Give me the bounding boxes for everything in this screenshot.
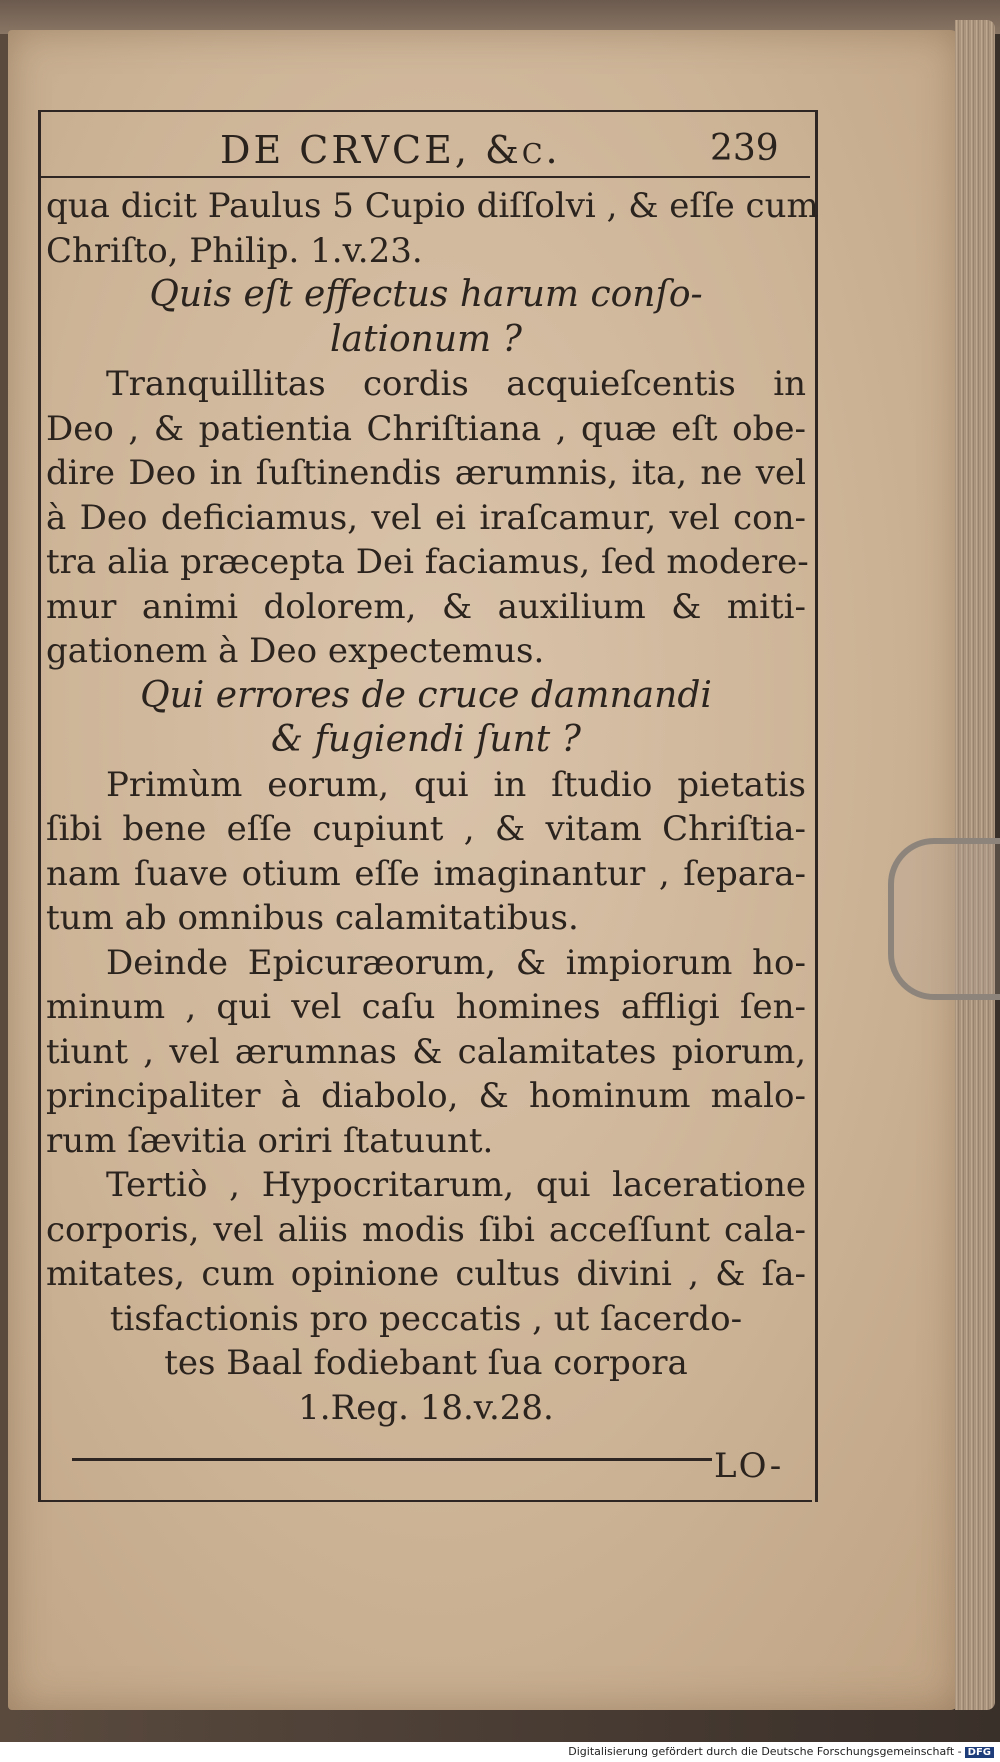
text-line: 1.Reg. 18.v.28.: [298, 1387, 554, 1428]
text-line: gationem à Deo expectemus.: [46, 631, 545, 671]
text-line: ſibi bene eſſe cupiunt , & vitam Chriſtia-: [46, 809, 806, 849]
text-line: minum , qui vel caſu homines affligi ſen-: [46, 987, 806, 1027]
book-top-edge: [0, 0, 1000, 34]
text-line: corporis, vel aliis modis ſibi acceſſunt cala-: [46, 1209, 806, 1250]
text-line: tisfactionis pro peccatis , ut ſacerdo-: [109, 1298, 743, 1339]
body-text: [46, 184, 819, 1430]
text-line: dire Deo in ſuſtinendis ærumnis, ita, ne vel: [46, 453, 806, 493]
text-line: tiunt , vel ærumnas & calamitates piorum,: [46, 1031, 806, 1072]
dfg-logo: DFG: [965, 1747, 994, 1758]
text-line: Primùm eorum, qui in ſtudio pietatis: [106, 764, 806, 805]
page-clip: [888, 838, 1000, 1000]
text-line: rum ſævitia oriri ſtatuunt.: [46, 1120, 494, 1161]
text-line: Deo , & patientia Chriſtiana , quæ eſt obe-: [46, 408, 806, 449]
footer-credit-text: Digitalisierung gefördert durch die Deutsche Forschungsgemeinschaft -: [568, 1745, 962, 1758]
text-line: Tertiò , Hypocritarum, qui laceratione: [106, 1165, 806, 1205]
page-number: 239: [710, 128, 779, 169]
text-line: Tranquillitas cordis acquieſcentis in: [106, 364, 806, 404]
text-line: qua dicit Paulus 5 Cupio diſſolvi , & eſſe cum: [46, 186, 819, 226]
catchword: LO-: [714, 1446, 784, 1486]
bottom-rule: [72, 1458, 712, 1461]
text-line: Chriſto, Philip. 1.v.23.: [46, 230, 423, 271]
text-line: Quis eſt effectus harum conſo-: [149, 274, 703, 315]
text-line: lationum ?: [330, 318, 522, 360]
text-line: tes Baal fodiebant ſua corpora: [164, 1343, 688, 1383]
text-line: & fugiendi ſunt ?: [271, 719, 581, 760]
footer-credit: [568, 1745, 994, 1758]
text-line: Qui errores de cruce damnandi: [140, 674, 712, 716]
text-line: tum ab omnibus calamitatibus.: [46, 898, 579, 938]
text-line: principaliter à diabolo, & hominum malo-: [46, 1076, 806, 1116]
text-line: mur animi dolorem, & auxilium & miti-: [46, 586, 806, 627]
text-line: Deinde Epicuræorum, & impiorum ho-: [106, 942, 806, 983]
text-line: à Deo deficiamus, vel ei iraſcamur, vel con-: [46, 497, 806, 538]
text-line: nam ſuave otium eſſe imaginantur , ſepara-: [46, 853, 806, 894]
text-line: mitates, cum opinione cultus divini , & ſa-: [46, 1254, 806, 1294]
frame-bottom-rule: [40, 1500, 812, 1502]
text-line: tra alia præcepta Dei faciamus, ſed modere-: [46, 542, 809, 582]
header-rule: [40, 176, 810, 178]
running-head: DE CRVCE, &c.: [220, 128, 561, 172]
